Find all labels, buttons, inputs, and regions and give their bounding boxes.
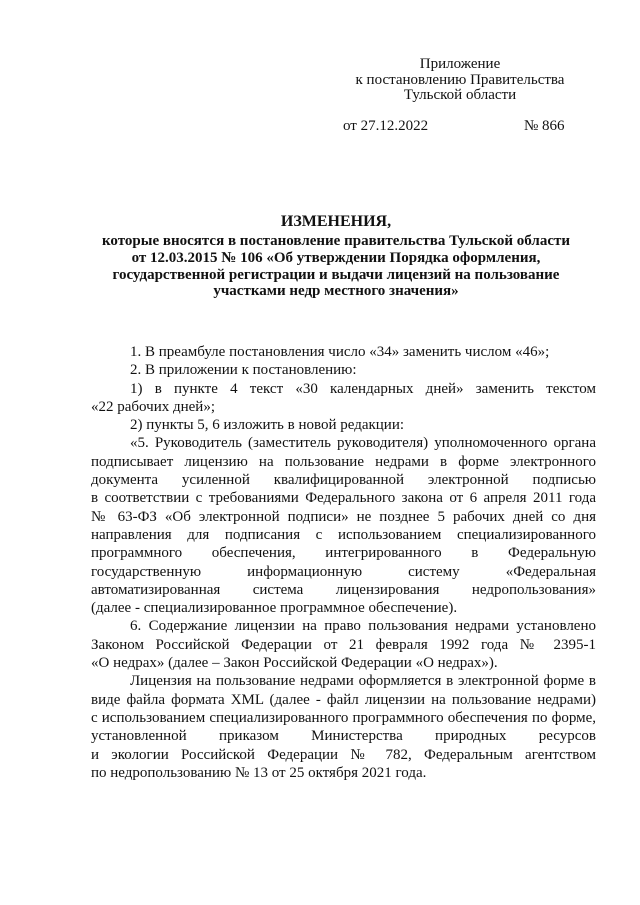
paragraph-4: 2) пункты 5, 6 изложить в новой редакции:: [130, 417, 405, 434]
appendix-line-1: Приложение: [419, 56, 501, 72]
appendix-line-2: к постановлению Правительства: [355, 71, 565, 88]
paragraph-3: [91, 380, 596, 417]
resolution-number: № 866: [524, 118, 565, 134]
document-title: [96, 213, 576, 300]
title-heading: ИЗМЕНЕНИЯ,: [280, 213, 392, 230]
paragraph-7-line-4: установленной приказом Министерства природных ресурсов: [91, 728, 596, 745]
paragraph-5-line-5: № 63-ФЗ «Об электронной подписи» не позднее 5 рабочих дней со дня: [91, 508, 596, 525]
paragraph-6-line-3: «О недрах» (далее – Закон Российской Федерации «О недрах»).: [91, 655, 498, 672]
paragraph-7: [91, 672, 596, 782]
paragraph-5-line-10: (далее - специализированное программное обеспечение).: [91, 600, 458, 617]
paragraph-5-line-7: программного обеспечения, интегрированного в Федеральную: [91, 545, 596, 562]
paragraph-7-line-3: с использованием специализированного программного обеспечения по форме,: [91, 709, 596, 726]
paragraph-5: [91, 434, 596, 617]
paragraph-7-line-1: Лицензия на пользование недрами оформляется в электронной форме в: [130, 673, 596, 690]
paragraph-6: [91, 617, 596, 672]
appendix-line-3: Тульской области: [403, 87, 517, 103]
paragraph-3-line-2: «22 рабочих дней»;: [91, 398, 215, 415]
paragraph-3-line-1: 1) в пункте 4 текст «30 календарных дней» заменить текстом: [130, 380, 596, 397]
paragraph-5-line-1: «5. Руководитель (заместитель руководителя) уполномоченного органа: [130, 435, 596, 452]
appendix-header: [340, 57, 580, 104]
title-line-3: государственной регистрации и выдачи лицензий на пользование: [112, 266, 560, 283]
paragraph-7-line-6: по недропользованию № 13 от 25 октября 2021 года.: [91, 764, 427, 781]
title-line-1: которые вносятся в постановление правительства Тульской области: [101, 233, 571, 249]
paragraph-5-line-4: в соответствии с требованиями Федерального закона от 6 апреля 2011 года: [91, 490, 596, 507]
paragraph-5-line-3: документа усиленной квалифицированной электронной подписью: [91, 472, 596, 489]
title-line-2: от 12.03.2015 № 106 «Об утверждении Порядка оформления,: [131, 249, 541, 266]
paragraph-5-line-8: государственную информационную систему «Федеральная: [91, 563, 596, 580]
paragraph-5-line-6: направления для подписания с использованием специализированного: [91, 526, 596, 543]
paragraph-2: 2. В приложении к постановлению:: [130, 362, 357, 379]
title-line-4: участками недр местного значения»: [213, 283, 459, 300]
paragraph-6-line-2: Законом Российской Федерации от 21 февраля 1992 года № 2395-1: [91, 636, 596, 653]
paragraph-5-line-2: подписывает лицензию на пользование недрами в форме электронного: [91, 453, 596, 470]
paragraph-6-line-1: 6. Содержание лицензии на право пользования недрами установлено: [130, 618, 596, 635]
paragraph-5-line-9: автоматизированная система лицензирования недропользования»: [91, 581, 596, 598]
paragraph-1: 1. В преамбуле постановления число «34» заменить числом «46»;: [130, 344, 550, 360]
paragraph-7-line-5: и экологии Российской Федерации № 782, Федеральным агентством: [91, 746, 596, 763]
paragraph-7-line-2: виде файла формата XML (далее - файл лицензии на пользование недрами): [91, 691, 596, 708]
resolution-date: от 27.12.2022: [343, 118, 429, 134]
document-body: [91, 343, 596, 782]
